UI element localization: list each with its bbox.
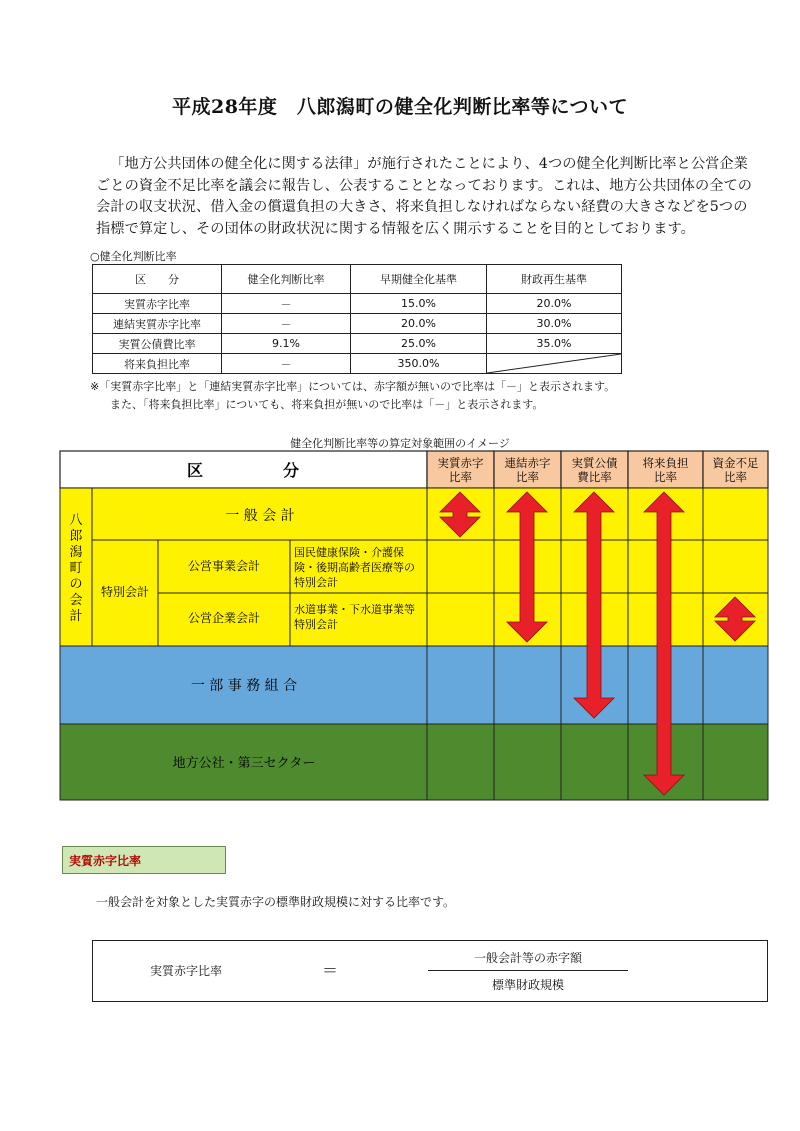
public-business-label (188, 558, 260, 573)
formula-left: 実質赤字比率 (150, 964, 223, 978)
column-header-label: 資金不足比率 (712, 456, 759, 484)
image-title: 健全化判断比率等の算定対象範囲のイメージ (290, 437, 510, 450)
row-ratio: － (222, 314, 351, 334)
intro-text: 「地方公共団体の健全化に関する法律」が施行されたことにより、4つの健全化判断比率と公営企業ごとの資金不足比率を議会に報告し、公表することとなっております。これは、地方公共団体の全ての会計の収支状況、借入金の償還負担の大きさ、将来負担しなければならない経費の大きさなどを5つの指標で算定し、その団体の財政状況に関する情報を広く開示することを目的としております。 (96, 156, 753, 237)
row-name: 将来負担比率 (93, 354, 222, 374)
svg-text:八郎潟町の会計: 八郎潟町の会計 (69, 513, 83, 624)
row-ratio: － (222, 294, 351, 314)
row-rebuild: 35.0% (487, 334, 622, 354)
column-headers (427, 451, 768, 488)
svg-text:地方公社・第三セクター: 地方公社・第三セクター (172, 756, 316, 771)
definition-description: 一般会計を対象とした実質赤字の標準財政規模に対する比率です。 (96, 895, 456, 909)
column-header-label: 将来負担比率 (642, 456, 689, 484)
row-rebuild: 20.0% (487, 294, 622, 314)
ratios-heading: ○健全化判断比率 (90, 250, 177, 263)
public-enterprise-label (188, 610, 260, 625)
header-ratio: 健全化判断比率 (222, 265, 351, 294)
formula-denominator: 標準財政規模 (491, 978, 564, 992)
definition-label: 実質赤字比率 (62, 846, 226, 874)
row-name: 実質公債費比率 (93, 334, 222, 354)
svg-text:国民健康保険・介護保険・後期高齢者医療等の特別会計: 国民健康保険・介護保険・後期高齢者医療等の特別会計 (294, 546, 415, 589)
header-category: 区 分 (93, 265, 222, 294)
row-name: 連結実質赤字比率 (93, 314, 222, 334)
page-title: 平成28年度 八郎潟町の健全化判断比率等について (171, 96, 629, 118)
row-early: 25.0% (351, 334, 487, 354)
svg-text:一 部 事 務 組 合: 一 部 事 務 組 合 (190, 678, 298, 694)
row-name: 実質赤字比率 (93, 294, 222, 314)
row-early: 350.0% (351, 354, 487, 374)
note-1: ※「実質赤字比率」と「連結実質赤字比率」については、赤字額が無いので比率は「－」と表示されます。 (90, 380, 616, 393)
svg-text:公営企業会計: 公営企業会計 (187, 611, 261, 625)
general-account-label (225, 507, 294, 524)
header-early: 早期健全化基準 (351, 265, 487, 294)
third-sector-label (173, 755, 316, 771)
svg-text:水道事業・下水道事業等特別会計: 水道事業・下水道事業等特別会計 (294, 603, 415, 631)
header-category-label (187, 461, 299, 480)
row-early: 20.0% (351, 314, 487, 334)
partial-union-label (191, 677, 297, 694)
svg-text:区 分: 区 分 (186, 461, 300, 480)
row-early: 15.0% (351, 294, 487, 314)
formula-numerator: 一般会計等の赤字額 (473, 951, 582, 965)
note-2: また、「将来負担比率」についても、将来負担が無いので比率は「－」と表示されます。 (110, 398, 544, 411)
fraction-line (428, 970, 628, 971)
column-header-label: 実質公債費比率 (571, 456, 618, 484)
formula-equals: ＝ (322, 961, 339, 980)
row-ratio: 9.1% (222, 334, 351, 354)
row-ratio: － (222, 354, 351, 374)
special-account-label (101, 584, 149, 599)
column-header-label: 連結赤字比率 (504, 456, 551, 484)
row-rebuild: 30.0% (487, 314, 622, 334)
header-rebuild: 財政再生基準 (487, 265, 622, 294)
column-header-label: 実質赤字比率 (437, 456, 484, 484)
svg-text:一 般 会 計: 一 般 会 計 (225, 508, 295, 524)
svg-text:公営事業会計: 公営事業会計 (187, 559, 261, 573)
svg-text:特別会計: 特別会計 (100, 585, 150, 599)
town-accounts-label (69, 513, 82, 624)
